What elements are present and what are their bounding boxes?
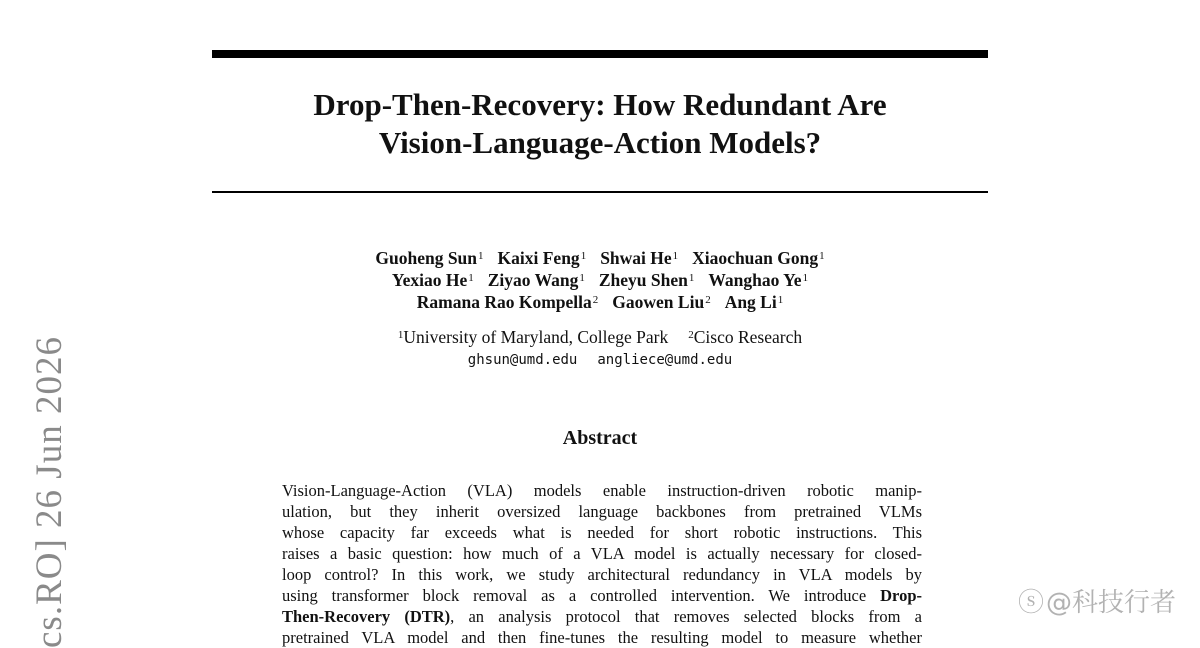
author-list <box>212 247 988 313</box>
title-top-rule <box>212 50 988 58</box>
title-line-2: Vision-Language-Action Models? <box>378 125 822 160</box>
abstract-heading: Abstract <box>562 427 638 449</box>
author-name-text: Ramana Rao Kompella <box>416 292 592 312</box>
author-affil-mark: 1 <box>478 250 484 262</box>
abstract-text: using transformer block removal as a controlled intervention. We introduce <box>282 586 881 605</box>
author-line <box>212 247 988 269</box>
abstract-text: raises a basic question: how much of a VLA model is actually necessary for closed- <box>282 544 922 563</box>
author-affil-mark: 1 <box>688 272 695 284</box>
watermark <box>1018 586 1176 620</box>
abstract-bold-text: Drop- <box>880 586 922 605</box>
author-name <box>392 269 474 291</box>
abstract-text: whose capacity far exceeds what is needed for short robotic instructions. This <box>282 523 922 542</box>
author-affil-mark: 1 <box>468 272 474 284</box>
abstract-line <box>282 480 922 501</box>
author-name <box>600 247 678 269</box>
abstract-text: Vision-Language-Action (VLA) models enable instruction-driven robotic manip- <box>282 481 922 500</box>
weibo-icon: ⓢ <box>1017 588 1044 618</box>
abstract-line <box>282 501 922 522</box>
author-name <box>375 247 483 269</box>
author-name <box>498 247 587 269</box>
author-name <box>692 247 824 269</box>
author-line <box>212 269 988 291</box>
author-name-text: Shwai He <box>600 248 672 268</box>
watermark-text: @科技行者 <box>1045 588 1176 618</box>
author-name-text: Ang Li <box>724 292 777 312</box>
email-address[interactable]: angliece@umd.edu <box>597 352 733 368</box>
email-address[interactable]: ghsun@umd.edu <box>467 352 578 368</box>
abstract-text: , an analysis protocol that removes selected blocks from a <box>450 607 922 626</box>
author-line <box>212 291 988 313</box>
contact-emails <box>212 350 988 370</box>
abstract-line <box>282 585 922 606</box>
author-name-text: Wanghao Ye <box>708 270 802 290</box>
author-name <box>708 269 808 291</box>
abstract-text: pretrained VLA model and then fine-tunes the resulting model to measure whether <box>282 628 922 647</box>
author-name <box>488 269 585 291</box>
author-name-text: Ziyao Wang <box>487 270 579 290</box>
abstract-text: ulation, but they inherit oversized language backbones from pretrained VLMs <box>282 502 922 521</box>
author-affil-mark: 2 <box>705 294 711 306</box>
author-affil-mark: 1 <box>819 250 825 262</box>
author-affil-mark: 1 <box>580 250 587 262</box>
author-affil-mark: 1 <box>802 272 809 284</box>
author-name-text: Guoheng Sun <box>375 248 478 268</box>
abstract-body <box>282 480 922 648</box>
abstract-bold-text: Then-Recovery (DTR) <box>282 607 451 626</box>
author-affil-mark: 2 <box>592 294 599 306</box>
author-name <box>417 291 599 313</box>
affil-name: Cisco Research <box>693 327 803 347</box>
arxiv-stamp: cs.RO] 26 Jun 2026 <box>29 336 70 648</box>
abstract-line <box>282 543 922 564</box>
author-affil-mark: 1 <box>579 272 585 284</box>
abstract-line <box>282 522 922 543</box>
abstract-line <box>282 564 922 585</box>
author-name-text: Xiaochuan Gong <box>692 248 819 268</box>
affil-mark: 1 <box>397 329 404 341</box>
abstract-line <box>282 606 922 627</box>
author-name <box>612 291 710 313</box>
author-name-text: Zheyu Shen <box>598 270 688 290</box>
author-name <box>725 291 784 313</box>
title-line-1: Drop-Then-Recovery: How Redundant Are <box>313 87 887 122</box>
affiliations <box>212 326 988 348</box>
title-bottom-rule <box>212 191 988 193</box>
abstract-text: loop control? In this work, we study architectural redundancy in VLA models by <box>282 565 922 584</box>
author-name <box>599 269 695 291</box>
affil-mark: 2 <box>688 329 694 341</box>
abstract-line <box>282 627 922 648</box>
paper-title <box>212 86 988 162</box>
author-affil-mark: 1 <box>672 250 679 262</box>
author-name-text: Kaixi Feng <box>497 248 580 268</box>
author-name-text: Yexiao He <box>391 270 468 290</box>
affil-name: University of Maryland, College Park <box>403 327 669 347</box>
author-affil-mark: 1 <box>777 294 784 306</box>
author-name-text: Gaowen Liu <box>612 292 705 312</box>
